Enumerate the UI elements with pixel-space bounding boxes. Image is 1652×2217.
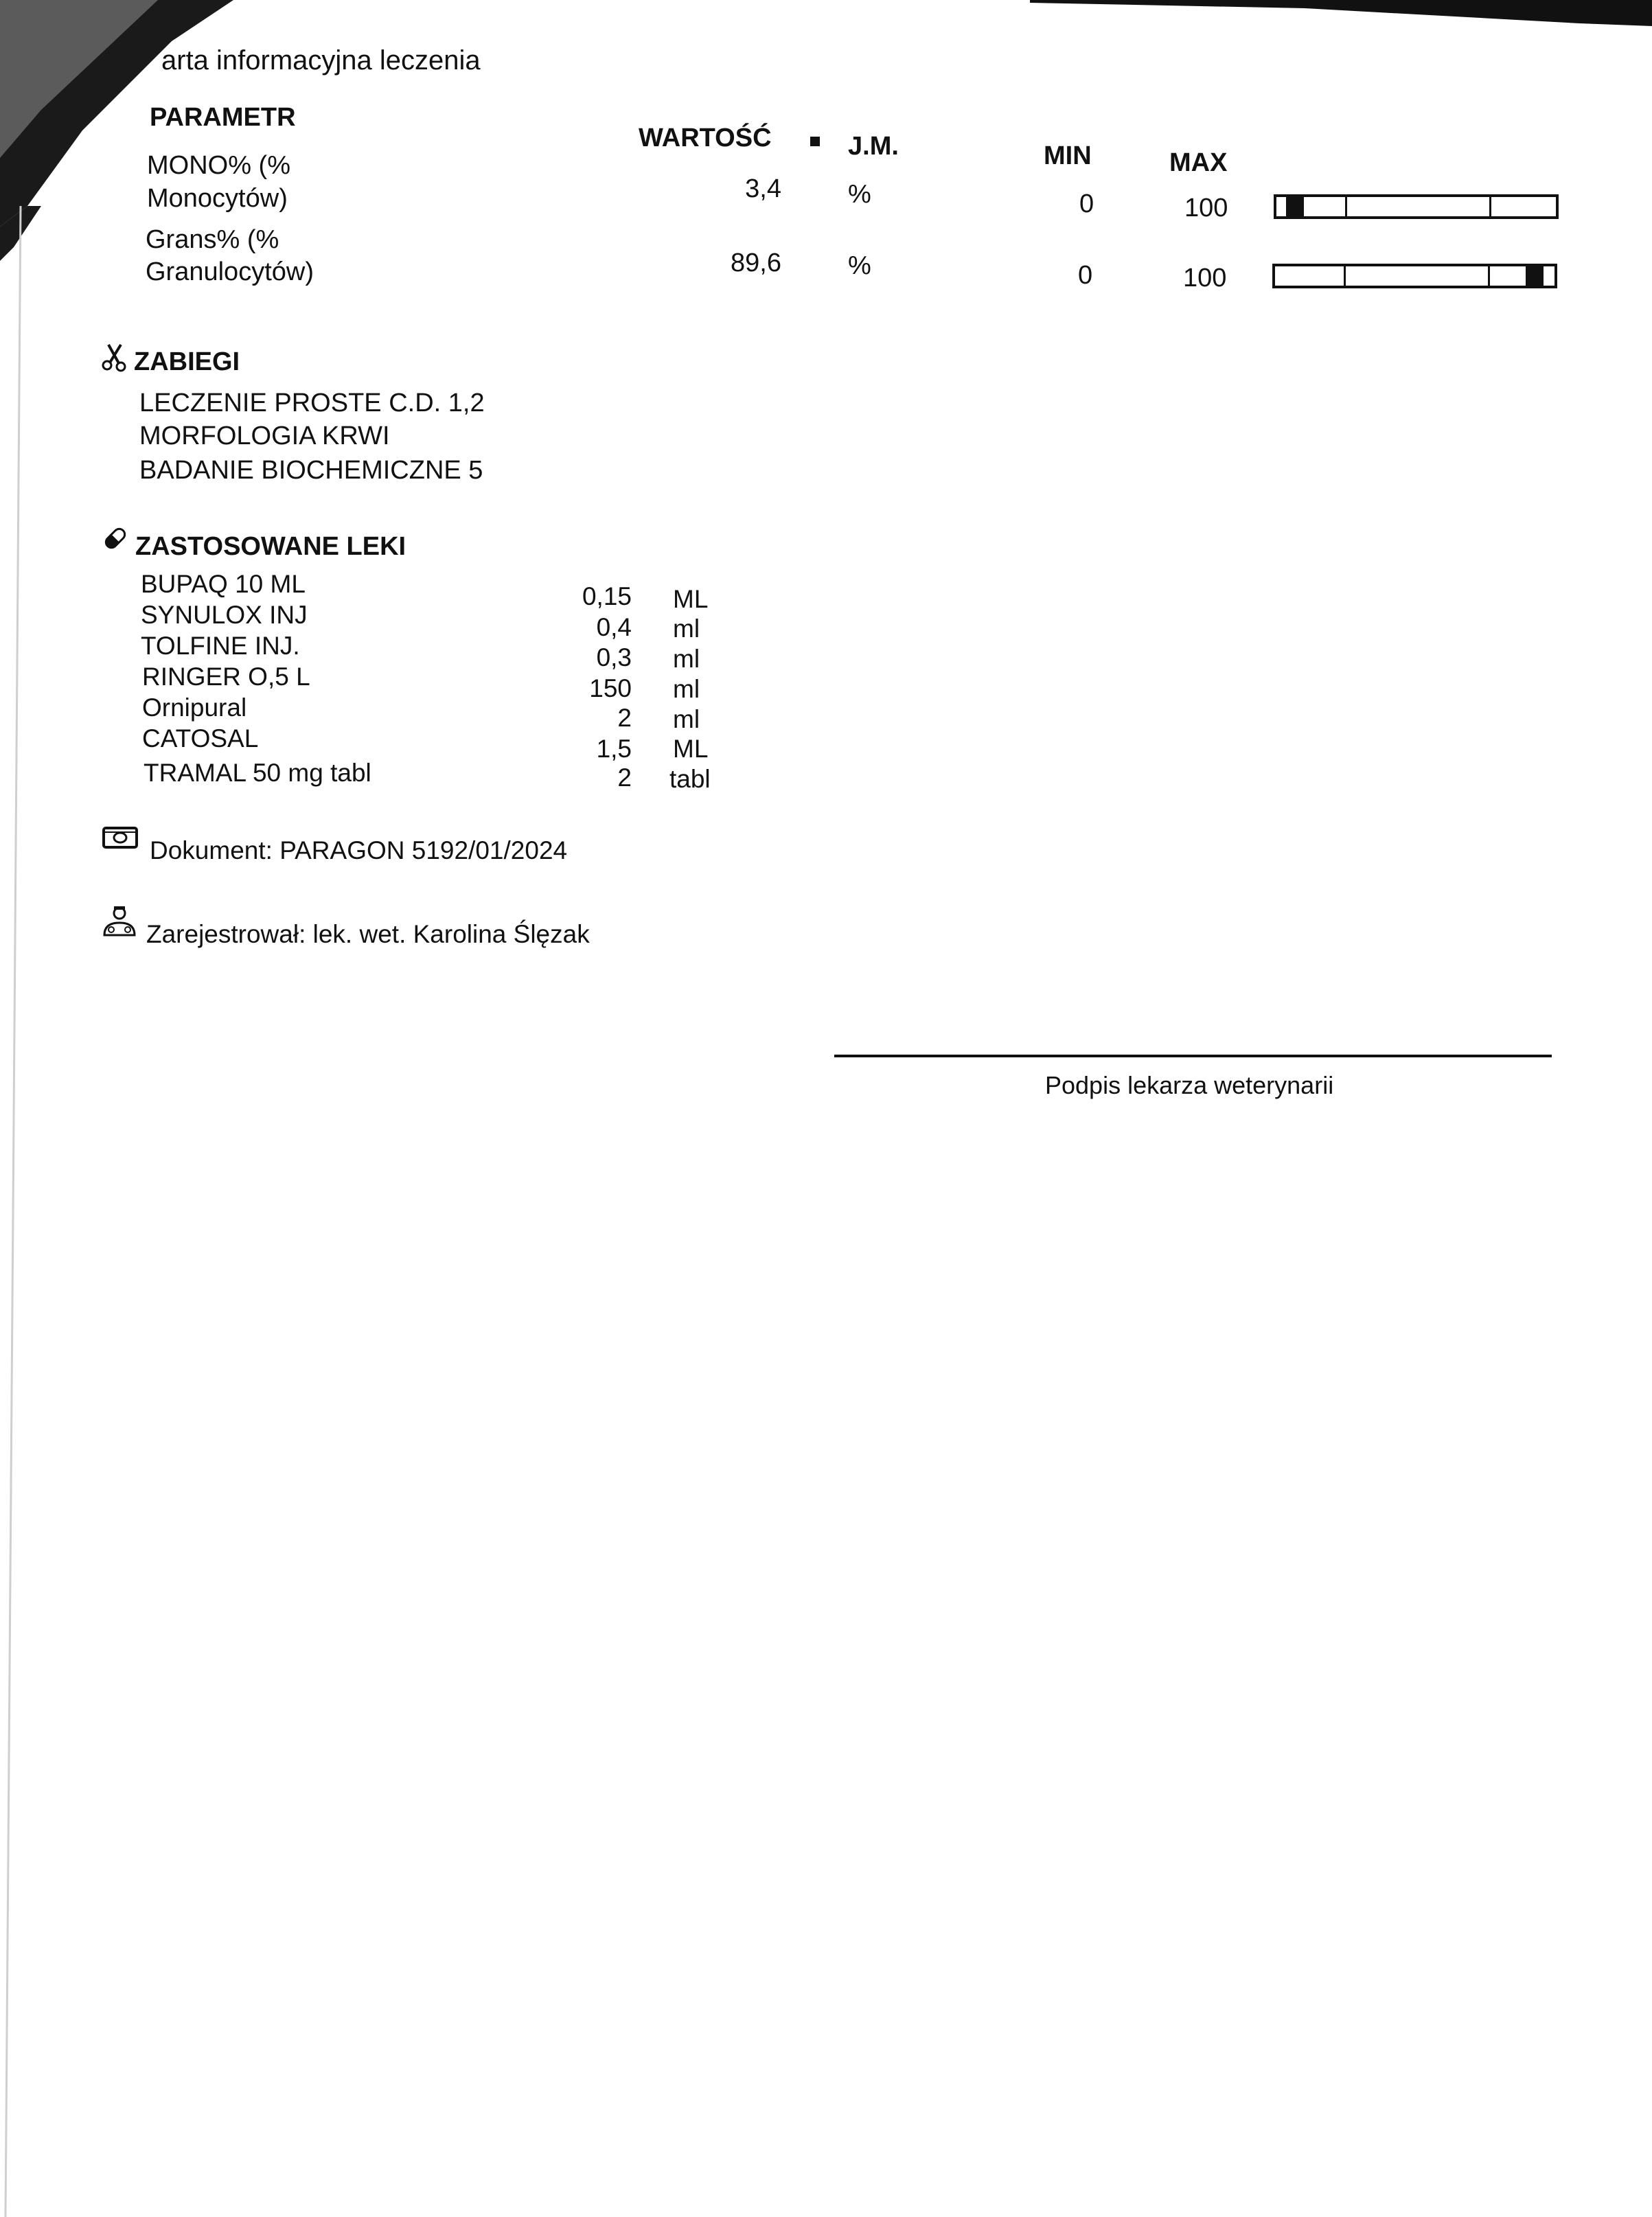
header-value: WARTOŚĆ [639,124,772,152]
header-parameter: PARAMETR [150,103,296,132]
procedure-item: BADANIE BIOCHEMICZNE 5 [139,456,483,485]
med-name: CATOSAL [142,724,259,753]
lab-row-mono-value: 3,4 [745,174,781,203]
lab-row-grans-min: 0 [1078,261,1093,290]
med-unit: ml [673,645,700,673]
med-qty: 0,15 [582,582,632,610]
med-name: SYNULOX INJ [141,601,308,629]
med-qty: 0,4 [596,613,632,641]
med-unit: ML [673,585,709,613]
signature-line [834,1055,1552,1057]
lab-row-grans-name-1: Grans% (% [146,225,279,254]
lab-row-grans-unit: % [848,251,871,280]
lab-row-mono-unit: % [848,180,871,209]
procedure-item: LECZENIE PROSTE C.D. 1,2 [139,389,485,417]
lab-row-mono-range-bar [1274,194,1559,219]
lab-row-grans-name-2: Granulocytów) [146,257,314,286]
lab-row-grans-max: 100 [1183,264,1227,292]
med-name: BUPAQ 10 ML [141,570,306,598]
procedure-item: MORFOLOGIA KRWI [139,422,390,450]
procedures-heading: ZABIEGI [134,347,240,376]
lab-row-grans-range-bar [1272,264,1557,288]
med-name: TRAMAL 50 mg tabl [144,759,371,787]
lab-row-grans-value: 89,6 [731,249,781,277]
med-qty: 1,5 [596,735,632,763]
document-reference: Dokument: PARAGON 5192/01/2024 [150,836,568,864]
header-bullet [810,137,820,146]
med-qty: 150 [589,674,632,702]
med-qty: 0,3 [596,643,632,671]
header-max: MAX [1169,148,1228,177]
receipt-icon [102,824,139,854]
lab-row-mono-max: 100 [1184,194,1228,222]
document-title: arta informacyjna leczenia [161,45,481,76]
med-qty: 2 [617,763,632,792]
lab-row-mono-min: 0 [1079,189,1094,218]
med-unit: ml [673,675,700,703]
med-name: Ornipural [142,693,247,722]
med-unit: ml [673,614,700,643]
header-unit: J.M. [848,132,899,161]
med-unit: tabl [669,765,711,793]
range-marker [1526,266,1544,286]
registered-by: Zarejestrował: lek. wet. Karolina Ślęzak [146,920,590,948]
med-unit: ML [673,735,709,763]
med-unit: ml [673,705,700,733]
range-marker [1286,197,1304,216]
doctor-icon [102,905,137,939]
med-name: TOLFINE INJ. [141,632,300,660]
med-qty: 2 [617,704,632,732]
lab-row-mono-name-2: Monocytów) [147,184,288,213]
med-name: RINGER O,5 L [142,663,310,691]
scissors-icon [100,342,130,372]
pill-icon [100,523,130,553]
lab-row-mono-name-1: MONO% (% [147,151,290,180]
header-min: MIN [1044,141,1092,170]
medications-heading: ZASTOSOWANE LEKI [135,532,406,561]
signature-label: Podpis lekarza weterynarii [1045,1071,1334,1099]
